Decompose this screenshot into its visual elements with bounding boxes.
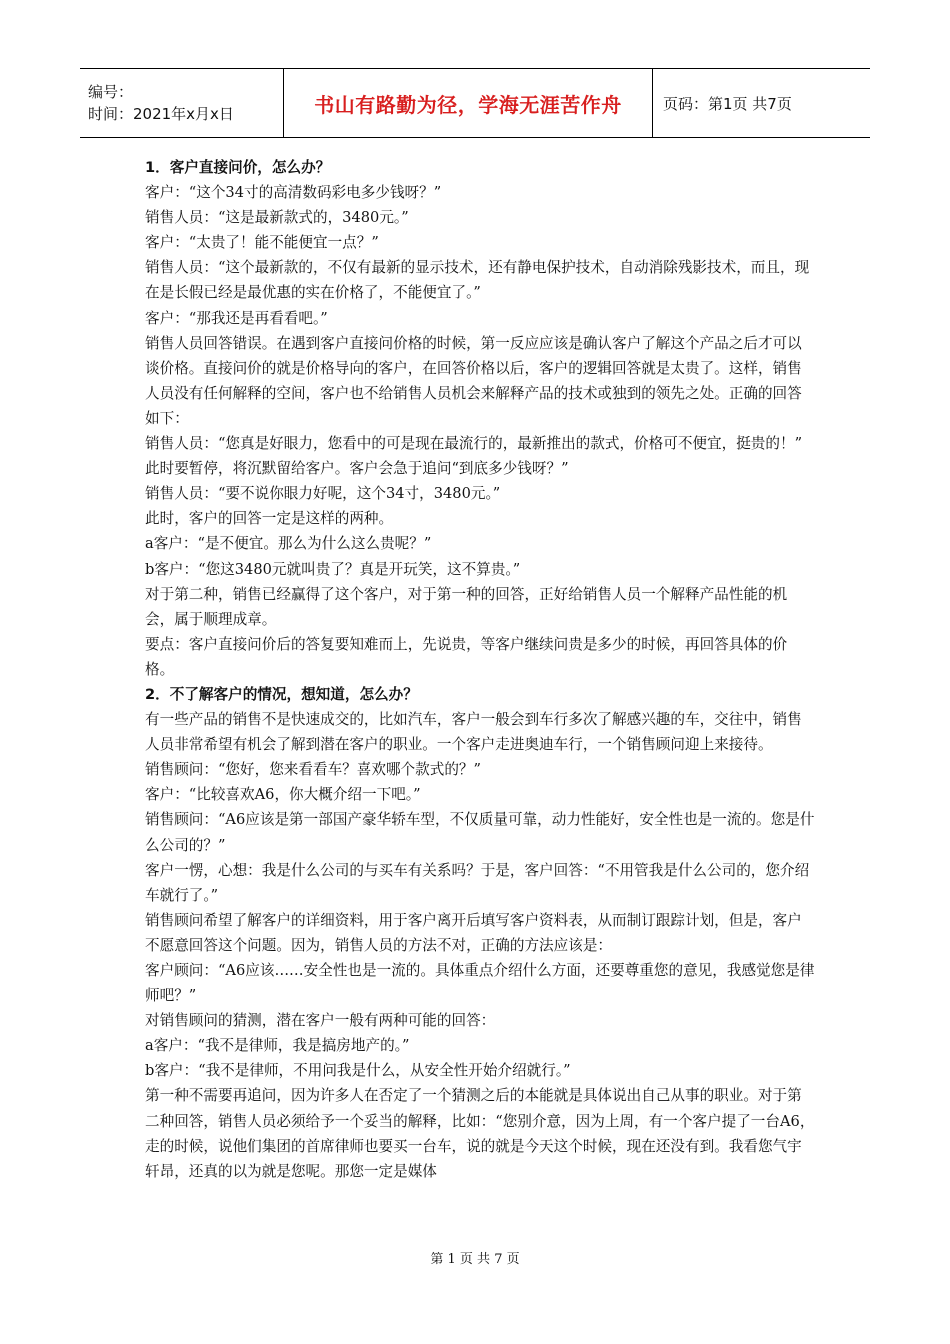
section-heading: 1．客户直接问价，怎么办？ [145,159,331,176]
body-paragraph: 此时，客户的回答一定是这样的两种。 [145,510,394,528]
body-paragraph: 第一种不需要再追问，因为许多人在否定了一个猜测之后的本能就是具体说出自己从事的职业。对于第二种回答，销售人员必须给予一个妥当的解释，比如：“您别介意，因为上周，有一个客户提了一台A6，走的时候，说他们集团的首席律师也要买一台车，说的就是今天这个时候，现在还没有到。我看您气宇轩昂，还真的以为就是您呢。那您一定是媒体 [145,1087,815,1180]
body-paragraph: 客户：“这个34寸的高清数码彩电多少钱呀？” [145,184,442,202]
header-motto: 书山有路勤为径，学海无涯苦作舟 [314,92,622,117]
body-paragraph: 客户一愣，心想：我是什么公司的与买车有关系吗？于是，客户回答：“不用管我是什么公司的，您介绍车就行了。” [145,861,810,904]
page-header [80,68,870,138]
body-paragraph: 客户：“那我还是再看看吧。” [145,309,328,327]
body-paragraph: 客户顾问：“A6应该……安全性也是一流的。具体重点介绍什么方面，还要尊重您的意见，我感觉您是律师吧？” [145,962,815,1005]
document-date-label: 时间：2021年x月x日 [88,105,234,123]
body-paragraph: 要点：客户直接问价后的答复要知难而上，先说贵，等客户继续问贵是多少的时候，再回答具体的价格。 [145,635,788,678]
page-indicator: 页码：第1页 共7页 [663,94,792,113]
body-paragraph: 客户：“比较喜欢A6，你大概介绍一下吧。” [145,786,421,804]
body-paragraph: 销售顾问希望了解客户的详细资料，用于客户离开后填写客户资料表，从而制订跟踪计划，但是，客户不愿意回答这个问题。因为，销售人员的方法不对，正确的方法应该是： [145,911,802,954]
body-paragraph: 销售顾问：“您好，您来看看车？喜欢哪个款式的？” [145,761,481,779]
body-paragraph: a客户：“是不便宜。那么为什么这么贵呢？” [145,535,432,553]
body-paragraph: 对销售顾问的猜测，潜在客户一般有两种可能的回答： [145,1012,496,1030]
header-motto-cell [284,69,653,137]
header-page-cell [653,69,870,137]
body-paragraph: a客户：“我不是律师，我是搞房地产的。” [145,1037,410,1055]
body-paragraph: 对于第二种，销售已经赢得了这个客户，对于第一种的回答，正好给销售人员一个解释产品性能的机会，属于顺理成章。 [145,585,788,628]
body-paragraph: 销售顾问：“A6应该是第一部国产豪华轿车型，不仅质量可靠，动力性能好，安全性也是一流的。您是什么公司的？” [145,811,815,854]
body-paragraph: 销售人员：“要不说你眼力好呢，这个34寸，3480元。” [145,485,501,503]
header-info-cell [80,69,284,137]
body-paragraph: 销售人员回答错误。在遇到客户直接问价格的时候，第一反应应该是确认客户了解这个产品之后才可以谈价格。直接问价的就是价格导向的客户，在回答价格以后，客户的逻辑回答就是太贵了。这样，销售人员没有任何解释的空间，客户也不给销售人员机会来解释产品的技术或独到的领先之处。正确的回答如下： [145,334,802,427]
document-body [145,155,815,1184]
body-paragraph: 此时要暂停，将沉默留给客户。客户会急于追问“到底多少钱呀？” [145,460,569,478]
section-heading: 2．不了解客户的情况，想知道，怎么办？ [145,685,418,703]
body-paragraph: b客户：“您这3480元就叫贵了？真是开玩笑，这不算贵。” [145,560,521,578]
body-paragraph: 客户：“太贵了！能不能便宜一点？” [145,234,379,252]
body-paragraph: b客户：“我不是律师，不用问我是什么，从安全性开始介绍就行。” [145,1062,571,1080]
page-footer: 第 1 页 共 7 页 [430,1252,520,1267]
body-paragraph: 销售人员：“您真是好眼力，您看中的可是现在最流行的，最新推出的款式，价格可不便宜，挺贵的！” [145,435,803,453]
body-paragraph: 销售人员：“这个最新款的，不仅有最新的显示技术，还有静电保护技术，自动消除残影技术，而且，现在是长假已经是最优惠的实在价格了，不能便宜了。” [145,259,810,302]
document-number-label: 编号： [88,83,134,101]
body-paragraph: 有一些产品的销售不是快速成交的，比如汽车，客户一般会到车行多次了解感兴趣的车，交往中，销售人员非常希望有机会了解到潜在客户的职业。一个客户走进奥迪车行，一个销售顾问迎上来接待。 [145,711,802,754]
body-paragraph: 销售人员：“这是最新款式的，3480元。” [145,209,409,227]
